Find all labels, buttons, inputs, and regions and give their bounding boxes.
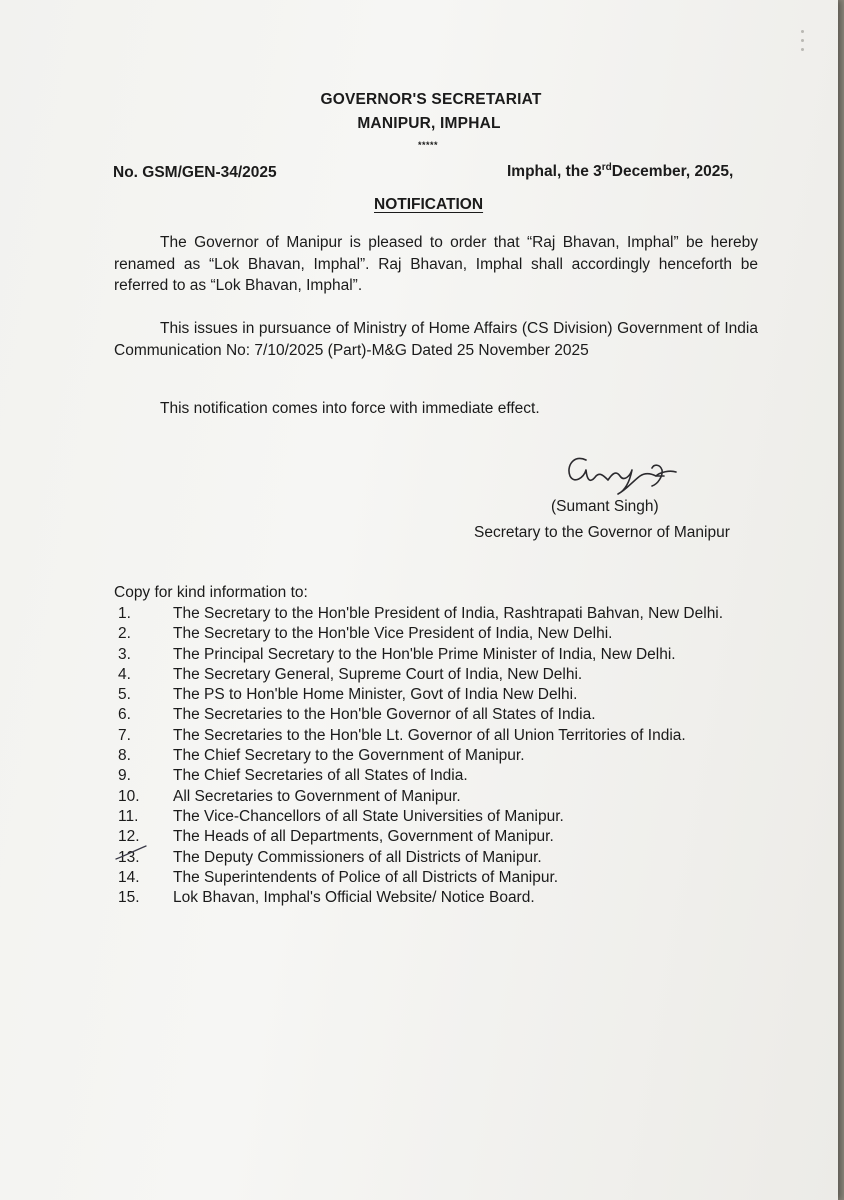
list-item [118, 827, 758, 847]
copy-to-list [118, 604, 758, 908]
item-number: 3. [118, 645, 131, 663]
item-text: The Secretaries to the Hon'ble Lt. Governor of all Union Territories of India. [173, 726, 686, 744]
list-item [118, 665, 758, 685]
item-number: 9. [118, 767, 131, 785]
item-number: 8. [118, 747, 131, 765]
item-number: 2. [118, 625, 131, 643]
paragraph-order: The Governor of Manipur is pleased to order that “Raj Bhavan, Imphal” be hereby renamed as “Lok Bhavan, Imphal”. Raj Bhavan, Imphal shall accordingly henceforth be referred to as “Lok Bhavan, Imphal”. [114, 234, 758, 294]
item-text: The PS to Hon'ble Home Minister, Govt of India New Delhi. [173, 686, 578, 704]
item-text: The Chief Secretary to the Government of Manipur. [173, 747, 525, 765]
date-suffix: December, 2025, [611, 163, 734, 180]
list-item [118, 848, 758, 868]
notification-date [507, 162, 733, 181]
date-prefix: Imphal, the 3 [507, 163, 602, 180]
handwritten-signature [560, 446, 690, 498]
item-text: The Chief Secretaries of all States of India. [173, 767, 468, 785]
item-text: The Deputy Commissioners of all Districts of Manipur. [173, 848, 542, 866]
date-ordinal: rd [601, 162, 612, 173]
copy-to-heading: Copy for kind information to: [114, 584, 308, 601]
item-text: The Secretary to the Hon'ble Vice President of India, New Delhi. [173, 625, 613, 643]
paragraph-effect: This notification comes into force with immediate effect. [160, 400, 540, 417]
signatory-name: (Sumant Singh) [551, 498, 659, 515]
item-number: 1. [118, 605, 131, 622]
item-text: The Heads of all Departments, Government of Manipur. [173, 828, 554, 846]
list-item [118, 726, 758, 746]
item-number: 14. [118, 868, 140, 886]
list-item [118, 645, 758, 665]
item-text: The Secretaries to the Hon'ble Governor of all States of India. [173, 706, 596, 724]
list-item [118, 604, 758, 624]
item-number: 12. [118, 828, 140, 846]
item-text: The Secretary General, Supreme Court of India, New Delhi. [173, 665, 583, 683]
header-separator: ***** [418, 140, 439, 150]
item-number: 7. [118, 726, 131, 744]
signatory-title: Secretary to the Governor of Manipur [474, 524, 730, 541]
item-text: All Secretaries to Government of Manipur. [173, 787, 461, 805]
office-heading: GOVERNOR'S SECRETARIAT [320, 91, 542, 108]
pen-tick-mark [112, 843, 152, 865]
notification-title: NOTIFICATION [374, 196, 484, 213]
item-number: 4. [118, 665, 131, 683]
item-number: 5. [118, 686, 131, 704]
list-item [118, 807, 758, 827]
item-text: Lok Bhavan, Imphal's Official Website/ Notice Board. [173, 889, 535, 907]
paragraph-reference: This issues in pursuance of Ministry of Home Affairs (CS Division) Government of India Communication No: 7/10/2025 (Part)-M&G Dated 25 November 2025 [114, 320, 758, 359]
list-item [118, 624, 758, 644]
list-item [118, 746, 758, 766]
punch-hole-marks [800, 30, 806, 56]
item-text: The Principal Secretary to the Hon'ble Prime Minister of India, New Delhi. [173, 645, 676, 663]
list-item [118, 766, 758, 786]
item-text: The Superintendents of Police of all Districts of Manipur. [173, 868, 559, 886]
list-item [118, 705, 758, 725]
item-text: The Vice-Chancellors of all State Universities of Manipur. [173, 807, 564, 825]
list-item [118, 685, 758, 705]
list-item [118, 888, 758, 908]
reference-number: No. GSM/GEN-34/2025 [113, 164, 277, 181]
item-number: 11. [118, 807, 139, 825]
item-number: 6. [118, 706, 131, 724]
list-item [118, 868, 758, 888]
office-location: MANIPUR, IMPHAL [357, 115, 501, 132]
item-number: 15. [118, 889, 140, 907]
list-item [118, 787, 758, 807]
item-number: 10. [118, 787, 140, 805]
item-number: 13. [118, 848, 140, 866]
item-text: The Secretary to the Hon'ble President of India, Rashtrapati Bahvan, New Delhi. [173, 605, 724, 622]
